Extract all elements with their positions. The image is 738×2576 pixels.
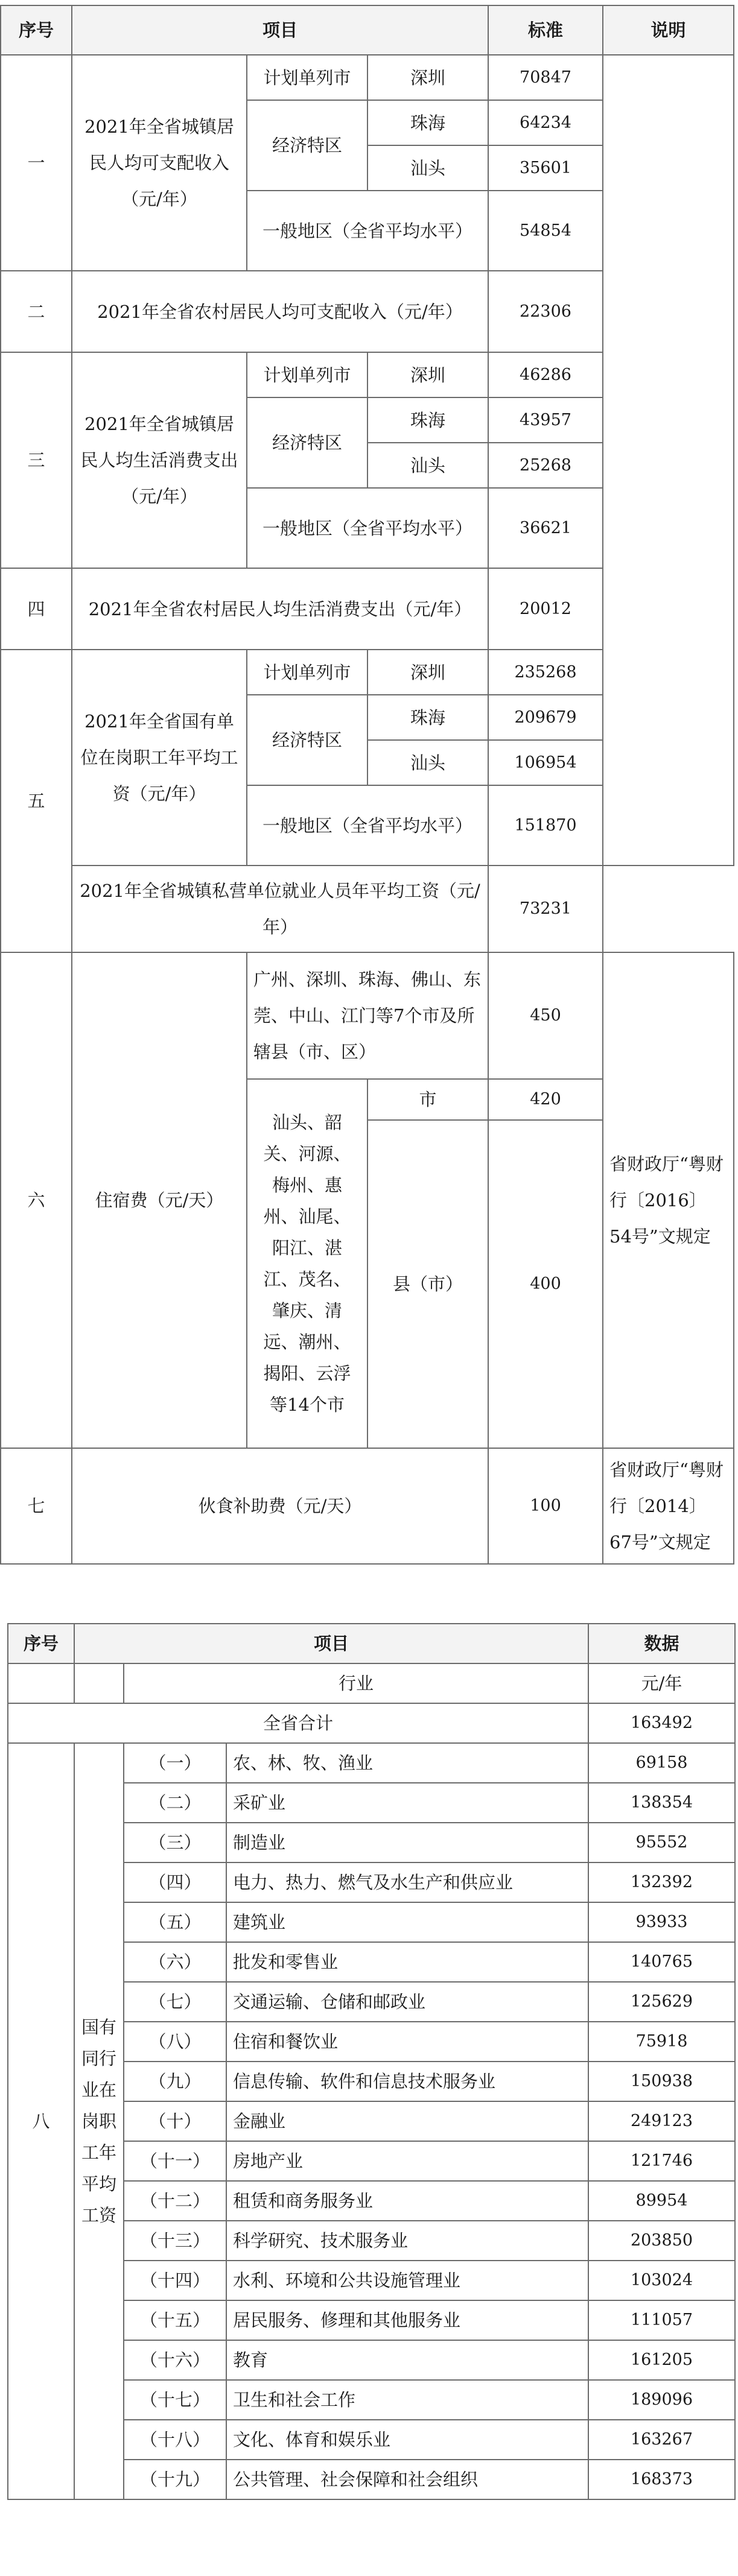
category-label: 计划单列市 <box>247 352 367 397</box>
header-data: 数据 <box>588 1624 735 1663</box>
value: 64234 <box>488 100 603 145</box>
city-label: 珠海 <box>367 397 488 443</box>
industry-index: （十八） <box>124 2420 226 2460</box>
city-label: 汕头 <box>367 145 488 191</box>
area-label: 汕头、韶关、河源、梅州、惠州、汕尾、阳江、湛江、茂名、肇庆、清远、潮州、揭阳、云浮等14个市 <box>247 1079 367 1448</box>
industry-value: 168373 <box>588 2460 735 2499</box>
area-label: 广州、深圳、珠海、佛山、东莞、中山、江门等7个市及所辖县（市、区） <box>247 952 488 1079</box>
header-item: 项目 <box>72 5 488 55</box>
item-label: 2021年全省农村居民人均生活消费支出（元/年） <box>72 568 488 650</box>
value: 43957 <box>488 397 603 443</box>
industry-name: 教育 <box>226 2340 588 2380</box>
industry-name: 住宿和餐饮业 <box>226 2022 588 2062</box>
row-no: 八 <box>8 1743 74 2499</box>
industry-name: 公共管理、社会保障和社会组织 <box>226 2460 588 2499</box>
unit-label: 元/年 <box>588 1663 735 1703</box>
value: 400 <box>488 1120 603 1448</box>
city-label: 深圳 <box>367 650 488 695</box>
item-label: 2021年全省城镇居民人均可支配收入（元/年） <box>72 55 247 271</box>
value: 36621 <box>488 488 603 568</box>
industry-name: 租赁和商务服务业 <box>226 2181 588 2221</box>
industry-index: （六） <box>124 1942 226 1982</box>
city-label: 市 <box>367 1079 488 1120</box>
blank-cell <box>74 1663 124 1703</box>
industry-index: （一） <box>124 1743 226 1783</box>
industry-name: 建筑业 <box>226 1902 588 1942</box>
industry-index: （十九） <box>124 2460 226 2499</box>
value: 151870 <box>488 785 603 866</box>
industry-name: 农、林、牧、渔业 <box>226 1743 588 1783</box>
row-no: 四 <box>1 568 72 650</box>
value: 54854 <box>488 191 603 271</box>
industry-value: 89954 <box>588 2181 735 2221</box>
item-label: 伙食补助费（元/天） <box>72 1448 488 1564</box>
industry-index: （四） <box>124 1862 226 1902</box>
industry-index: （七） <box>124 1982 226 2022</box>
category-label: 一般地区（全省平均水平） <box>247 488 488 568</box>
industry-name: 卫生和社会工作 <box>226 2380 588 2420</box>
total-value: 163492 <box>588 1703 735 1743</box>
industry-index: （十） <box>124 2101 226 2141</box>
category-label: 经济特区 <box>247 397 367 488</box>
item-label: 2021年全省农村居民人均可支配收入（元/年） <box>72 271 488 352</box>
industry-value: 69158 <box>588 1743 735 1783</box>
industry-index: （十二） <box>124 2181 226 2221</box>
industry-index: （十五） <box>124 2300 226 2340</box>
item-label: 住宿费（元/天） <box>72 952 247 1448</box>
industry-index: （二） <box>124 1783 226 1823</box>
industry-value: 203850 <box>588 2221 735 2261</box>
industry-value: 138354 <box>588 1783 735 1823</box>
row-no: 二 <box>1 271 72 352</box>
category-label: 一般地区（全省平均水平） <box>247 191 488 271</box>
city-label: 汕头 <box>367 740 488 785</box>
header-note: 说明 <box>603 5 734 55</box>
industry-value: 140765 <box>588 1942 735 1982</box>
category-label: 经济特区 <box>247 100 367 191</box>
note: 省财政厅“粤财行〔2014〕67号”文规定 <box>603 1448 734 1564</box>
industry-value: 125629 <box>588 1982 735 2022</box>
industry-index: （十七） <box>124 2380 226 2420</box>
total-label: 全省合计 <box>8 1703 588 1743</box>
table-row <box>8 1743 735 1783</box>
industry-value: 249123 <box>588 2101 735 2141</box>
item-label: 2021年全省国有单位在岗职工年平均工资（元/年） <box>72 650 247 866</box>
industry-name: 批发和零售业 <box>226 1942 588 1982</box>
industry-name: 信息传输、软件和信息技术服务业 <box>226 2062 588 2101</box>
category-label: 计划单列市 <box>247 55 367 100</box>
value: 22306 <box>488 271 603 352</box>
industry-value: 121746 <box>588 2141 735 2181</box>
row-no: 五 <box>1 650 72 952</box>
city-label: 珠海 <box>367 100 488 145</box>
industry-name: 电力、热力、燃气及水生产和供应业 <box>226 1862 588 1902</box>
header-no: 序号 <box>8 1624 74 1663</box>
industry-index: （八） <box>124 2022 226 2062</box>
industry-value: 132392 <box>588 1862 735 1902</box>
value: 450 <box>488 952 603 1079</box>
industry-value: 103024 <box>588 2261 735 2300</box>
value: 20012 <box>488 568 603 650</box>
sub-header: 行业 <box>124 1663 588 1703</box>
row-no: 三 <box>1 352 72 568</box>
value: 106954 <box>488 740 603 785</box>
city-label: 汕头 <box>367 443 488 488</box>
header-item: 项目 <box>74 1624 588 1663</box>
industry-name: 采矿业 <box>226 1783 588 1823</box>
industry-name: 交通运输、仓储和邮政业 <box>226 1982 588 2022</box>
row-no: 七 <box>1 1448 72 1564</box>
value: 73231 <box>488 866 603 952</box>
value: 235268 <box>488 650 603 695</box>
item-label: 2021年全省城镇居民人均生活消费支出（元/年） <box>72 352 247 568</box>
group-label: 国有同行业在岗职工年平均工资 <box>74 1743 124 2499</box>
category-label: 经济特区 <box>247 695 367 785</box>
value: 420 <box>488 1079 603 1120</box>
industry-value: 111057 <box>588 2300 735 2340</box>
industry-wage-table <box>7 1623 736 2500</box>
industry-name: 文化、体育和娱乐业 <box>226 2420 588 2460</box>
value: 70847 <box>488 55 603 100</box>
industry-value: 75918 <box>588 2022 735 2062</box>
industry-index: （十一） <box>124 2141 226 2181</box>
industry-name: 科学研究、技术服务业 <box>226 2221 588 2261</box>
value: 25268 <box>488 443 603 488</box>
header-no: 序号 <box>1 5 72 55</box>
industry-index: （三） <box>124 1823 226 1862</box>
city-label: 深圳 <box>367 55 488 100</box>
city-label: 珠海 <box>367 695 488 740</box>
industry-value: 189096 <box>588 2380 735 2420</box>
category-label: 计划单列市 <box>247 650 367 695</box>
value: 209679 <box>488 695 603 740</box>
industry-value: 95552 <box>588 1823 735 1862</box>
county-label: 县（市） <box>367 1120 488 1448</box>
note: 省财政厅“粤财行〔2016〕54号”文规定 <box>603 952 734 1448</box>
industry-index: （十三） <box>124 2221 226 2261</box>
industry-value: 93933 <box>588 1902 735 1942</box>
industry-name: 制造业 <box>226 1823 588 1862</box>
industry-index: （十四） <box>124 2261 226 2300</box>
industry-name: 水利、环境和公共设施管理业 <box>226 2261 588 2300</box>
industry-value: 163267 <box>588 2420 735 2460</box>
value: 46286 <box>488 352 603 397</box>
industry-index: （九） <box>124 2062 226 2101</box>
standards-table <box>0 5 734 1565</box>
value: 35601 <box>488 145 603 191</box>
industry-value: 150938 <box>588 2062 735 2101</box>
row-no: 六 <box>1 952 72 1448</box>
header-standard: 标准 <box>488 5 603 55</box>
item-label: 2021年全省城镇私营单位就业人员年平均工资（元/年） <box>72 866 488 952</box>
note-empty <box>603 55 734 866</box>
row-no: 一 <box>1 55 72 271</box>
city-label: 深圳 <box>367 352 488 397</box>
industry-value: 161205 <box>588 2340 735 2380</box>
blank-cell <box>8 1663 74 1703</box>
industry-name: 房地产业 <box>226 2141 588 2181</box>
industry-index: （十六） <box>124 2340 226 2380</box>
industry-index: （五） <box>124 1902 226 1942</box>
value: 100 <box>488 1448 603 1564</box>
category-label: 一般地区（全省平均水平） <box>247 785 488 866</box>
industry-name: 金融业 <box>226 2101 588 2141</box>
industry-name: 居民服务、修理和其他服务业 <box>226 2300 588 2340</box>
